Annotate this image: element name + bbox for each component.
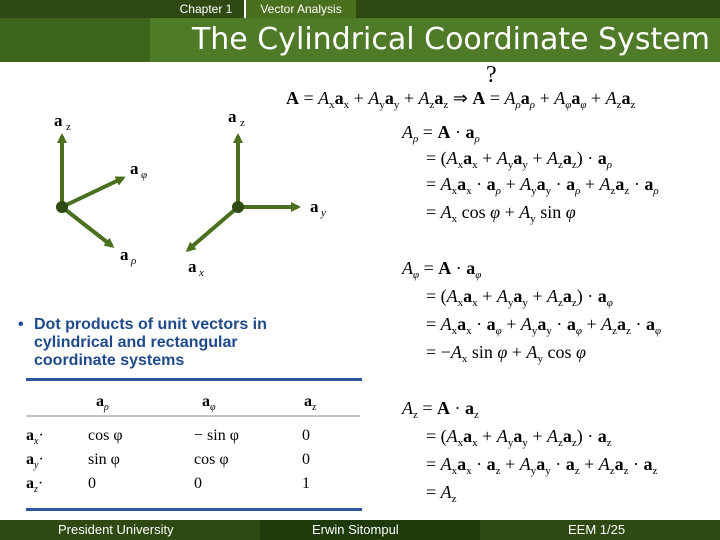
footer-center: Erwin Sitompul	[312, 522, 399, 537]
bullet-line-2: cylindrical and rectangular	[34, 334, 238, 351]
svg-text:a: a	[130, 159, 139, 178]
bullet-dot: •	[18, 316, 24, 333]
svg-text:φ: φ	[141, 169, 148, 181]
svg-text:= Ax cos φ + Ay sin φ: = $A_x$ $\cos \varphi + A_y$ sin φ	[426, 202, 576, 225]
svg-text:Aφ = A · aφ: $A_\varphi = A \cdot a_\varphi$	[402, 258, 482, 281]
row-header-az: $a_z\cdot$	[26, 475, 44, 495]
row-header-ax: $a_x\cdot$	[26, 427, 44, 447]
svg-text:= (Axax + Ayay + Azaz) · aρ: = $(A_xa_x + A_ya_y + A_za_z) \cdot a_\rho$	[426, 148, 613, 171]
svg-text:= Axax · aρ + Ayay · aρ + Azaz: = $A_xa_x \cdot a_\rho + A_ya_y \cdot a_\rho + A_za_z \cdot a_\rho$	[426, 174, 659, 197]
svg-text:= Axax · aφ + Ayay · aφ + Azaz: = $A_xa_x \cdot a_\varphi + A_ya_y \cdot a_\varphi + A_za_z \cdot a_\varphi$	[426, 314, 662, 337]
cell-ay-arho: sin φ	[88, 451, 120, 468]
svg-text:z: z	[240, 117, 245, 129]
svg-text:= (Axax + Ayay + Azaz) · aφ: = $(A_xa_x + A_ya_y + A_za_z) \cdot a_\varphi$	[426, 286, 613, 309]
dot-product-table	[20, 382, 370, 510]
svg-text:a: a	[310, 197, 319, 216]
slide-title: The Cylindrical Coordinate System	[191, 22, 710, 57]
question-mark: ?	[486, 62, 497, 88]
chapter-tab: Chapter 1	[168, 0, 244, 18]
cell-az-arho: 0	[88, 475, 96, 492]
cell-ax-az: 0	[302, 427, 310, 444]
cell-az-az: 1	[302, 475, 310, 492]
col-header-arho: $a_\rho$	[96, 393, 109, 413]
svg-text:Aρ = A · aρ: $A_\rho = A \cdot a_\rho$	[402, 122, 480, 145]
svg-text:z: z	[66, 121, 71, 133]
svg-text:x: x	[199, 267, 204, 279]
footer-right: EEM 1/25	[568, 522, 626, 537]
svg-text:= Axax · az + Ayay · az + Azaz: = $A_xa_x \cdot a_z + A_ya_y \cdot a_z + A_za_z \cdot a_z$	[426, 454, 658, 477]
cell-ax-aphi: − sin φ	[194, 427, 239, 444]
bullet-line-1: Dot products of unit vectors in	[34, 316, 267, 333]
cell-ax-arho: cos φ	[88, 427, 123, 444]
col-header-aphi: $a_\varphi$	[202, 393, 216, 413]
svg-text:Az = A · az: $A_z = A \cdot a_z$	[402, 398, 479, 421]
bullet-line-3: coordinate systems	[34, 352, 185, 369]
svg-text:A = Axax + Ayay + Azaz ⇒ A = A: $A = A_xa_x + A_ya_y + A_za_z$ ⇒ $A = A_\rho a_\rho + A_\varphi a_\varphi + A_za_z$	[286, 88, 636, 111]
svg-text:= Az: = $A_z$	[426, 482, 457, 505]
cell-ay-aphi: cos φ	[194, 451, 229, 468]
svg-text:ρ: ρ	[131, 255, 137, 267]
section-tab: Vector Analysis	[246, 0, 356, 18]
svg-text:a: a	[54, 111, 63, 130]
row-header-ay: $a_y\cdot$	[26, 451, 44, 471]
cell-ay-az: 0	[302, 451, 310, 468]
cylindrical-unit-vectors	[54, 111, 147, 267]
svg-text:a: a	[120, 245, 129, 264]
col-header-az: $a_z$	[304, 393, 317, 413]
header-bar	[0, 0, 720, 18]
svg-text:= −Ax sin φ + Ay cos φ: = $-A_x$ $\sin \varphi + A_y$ cos φ	[426, 342, 586, 365]
svg-text:a: a	[188, 257, 197, 276]
table-bottom-rule	[26, 508, 362, 511]
table-top-rule	[26, 378, 362, 381]
svg-text:= (Axax + Ayay + Azaz) · az: = $(A_xa_x + A_ya_y + A_za_z) \cdot a_z$	[426, 426, 612, 449]
footer-left: President University	[58, 522, 174, 537]
bullet-point	[18, 316, 348, 370]
svg-text:y: y	[321, 207, 326, 219]
cell-az-aphi: 0	[194, 475, 202, 492]
svg-text:a: a	[228, 107, 237, 126]
